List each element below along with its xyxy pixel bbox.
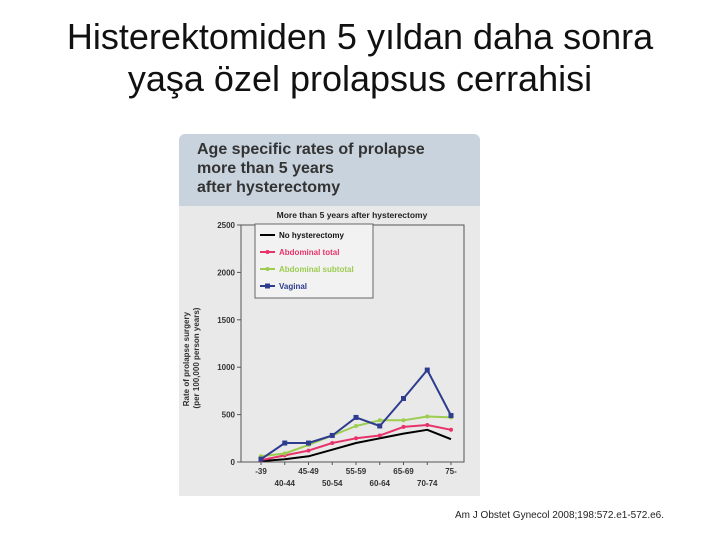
- series-3-point: [259, 457, 264, 462]
- chart-title: More than 5 years after hysterectomy: [276, 210, 428, 220]
- series-2-point: [402, 418, 406, 422]
- x-tick-label: 75-: [445, 467, 457, 476]
- citation: Am J Obstet Gynecol 2008;198:572.e1-572.e6.: [455, 510, 665, 521]
- slide-title: [0, 16, 720, 100]
- legend-label-3: Vaginal: [279, 282, 308, 291]
- legend-label-0: No hysterectomy: [279, 231, 344, 240]
- series-1-point: [402, 425, 406, 429]
- series-3-point: [377, 423, 382, 428]
- x-tick-label: 40-44: [274, 479, 295, 488]
- series-3-point: [354, 415, 359, 420]
- figure-header-text: [197, 140, 425, 197]
- series-3-point: [401, 396, 406, 401]
- series-line-3: [261, 370, 451, 459]
- legend-marker-3: [265, 284, 270, 289]
- x-tick-label: 55-59: [345, 467, 367, 476]
- figure-header-line-2: more than 5 years: [197, 160, 334, 177]
- legend-label-1: Abdominal total: [279, 248, 340, 257]
- series-3-point: [449, 413, 454, 418]
- x-tick-label: 50-54: [322, 479, 343, 488]
- y-axis-label-line-1: Rate of prolapse surgery: [182, 311, 191, 407]
- y-tick-label: 2000: [217, 268, 235, 278]
- chart-panel: [179, 206, 480, 496]
- y-tick-label: 2500: [217, 221, 235, 230]
- figure-header: [179, 134, 480, 206]
- x-tick-label: 60-64: [369, 479, 390, 488]
- series-1-point: [330, 441, 334, 445]
- series-3-point: [282, 441, 287, 446]
- line-chart: [179, 206, 480, 496]
- y-tick-label: 500: [221, 410, 235, 420]
- x-tick-label: 45-49: [298, 467, 319, 476]
- y-axis-label: [182, 307, 201, 408]
- series-1-point: [354, 436, 358, 440]
- series-2-point: [425, 414, 429, 418]
- series-lines: [259, 368, 454, 463]
- x-tick-label: 70-74: [417, 479, 438, 488]
- y-tick-label: 1000: [217, 363, 235, 373]
- series-3-point: [425, 368, 430, 373]
- y-tick-label: 0: [230, 458, 235, 467]
- slide-title-line-1: Histerektomiden 5 yıldan daha sonra: [66, 16, 654, 57]
- legend-marker-1: [266, 250, 270, 254]
- series-2-point: [354, 424, 358, 428]
- legend: [255, 224, 373, 298]
- y-tick-label: 1500: [217, 315, 235, 325]
- legend-label-2: Abdominal subtotal: [279, 265, 354, 274]
- series-1-point: [307, 449, 311, 453]
- x-tick-label: 65-69: [393, 467, 414, 476]
- legend-marker-2: [266, 267, 270, 271]
- figure-header-line-3: after hysterectomy: [197, 179, 341, 196]
- y-axis-label-line-2: (per 100,000 person years): [192, 307, 201, 409]
- series-3-point: [306, 441, 311, 446]
- figure-header-line-1: Age specific rates of prolapse: [197, 141, 425, 158]
- x-tick-label: -39: [255, 467, 267, 476]
- slide-title-line-2: yaşa özel prolapsus cerrahisi: [127, 58, 593, 99]
- series-1-point: [449, 428, 453, 432]
- series-line-0: [261, 430, 451, 461]
- series-3-point: [330, 433, 335, 438]
- series-1-point: [425, 423, 429, 427]
- series-2-point: [378, 418, 382, 422]
- series-2-point: [283, 451, 287, 455]
- series-1-point: [378, 433, 382, 437]
